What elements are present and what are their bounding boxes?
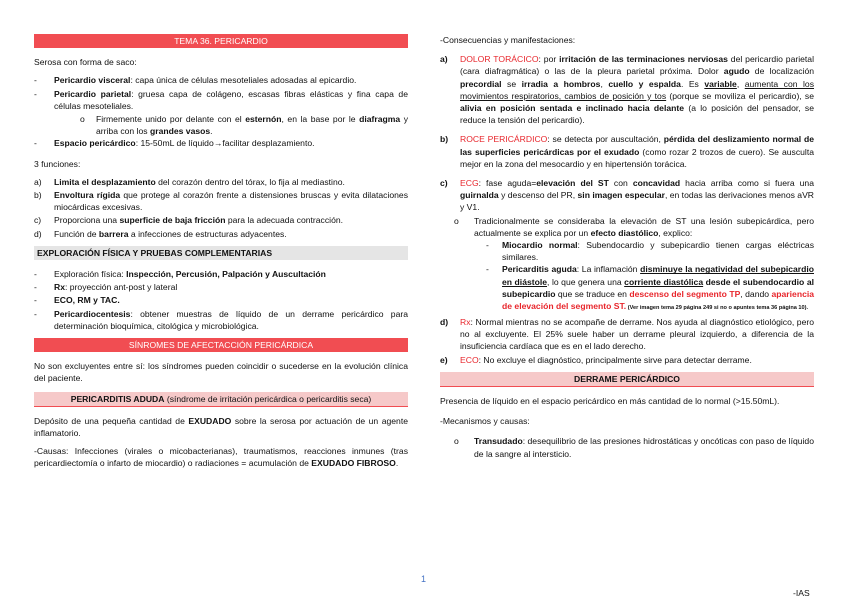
list-subsubitem: - Miocardio normal: Subendocardio y subepicardio tienen cargas eléctricas similares. [486, 240, 815, 263]
list-item-eco: e) ECO: No excluye el diagnóstico, principalmente sirve para detectar derrame. [440, 354, 752, 365]
right-column [440, 34, 814, 460]
pericarditis-definition: Depósito de una pequeña cantidad de EXUDADO sobre la serosa por actuación de un agente inflamatorio. [34, 415, 408, 439]
section-title-pericardio: TEMA 36. PERICARDIO [34, 34, 408, 48]
list-subitem: o Transudado: desequilibrio de las presiones hidrostáticas y oncóticas con paso de líquido de la sangre al intersticio. [454, 436, 814, 459]
list-item-rx: d) Rx: Normal mientras no se acompañe de derrame. Nos ayuda al diagnóstico etiológico, pero no al excluyente. El 25% suele haber un derrame pleural izquierdo, a diferencia de la insuficiencia cardíaca que es en el lado derecho. [440, 317, 814, 352]
section-title-pericarditis: PERICARDITIS ADUDA (síndrome de irritación pericárdica o pericarditis seca) [34, 392, 408, 407]
list-subitem: o Tradicionalmente se consideraba la elevación de ST una lesión subepicárdica, pero actualmente se explica por un efecto diastólico, explico: [454, 215, 814, 238]
section-title-derrame: DERRAME PERICÁRDICO [440, 372, 814, 387]
left-column [34, 34, 408, 476]
section-title-sindromes: SÍNROMES DE AFECTACCIÓN PERICÁRDICA [34, 338, 408, 352]
list-subitem: o Firmemente unido por delante con el esternón, en la base por le diafragma y arriba con los grandes vasos. [80, 114, 408, 137]
list-item-roce: b) ROCE PERICÁRDICO: se detecta por auscultación, pérdida del deslizamiento normal de las superficies pericárdicas por el exudado (como rozar 2 trozos de cuero). Se ausculta mejor en la zona del mesocardio y en hipertensión torácica. [440, 134, 814, 169]
list-item: b) Envoltura rígida que protege al corazón frente a distensiones bruscas y evita dilataciones miocárdicas excesivas. [34, 190, 409, 213]
list-item: a) Limita el desplazamiento del corazón dentro del tórax, lo fija al mediastino. [34, 176, 345, 187]
list-item: - Pericardio visceral: capa única de células mesoteliales adosadas al epicardio. [34, 75, 357, 86]
page-number: 1 [421, 574, 427, 584]
list-item-dolor: a) DOLOR TORÁCICO: por irritación de las terminaciones nerviosas del pericardio parietal (cara diafragmática) o las de la pleura parietal próxima. Dolor agudo de localización precordial se irradia a hombros, cuello y espalda. Es variable, aumenta con los movimientos respiratorios, cambios de posición y tos (porque se moviliza el pericardio), se alivia en posición sentada e inclinado hacia delante (a lo posición del pensador, se reduce la tensión del pericardio). [440, 54, 815, 126]
list-item: - Pericardiocentesis: obtener muestras de líquido de un derrame pericárdico para determinación bioquímica, citológica y microbiológica. [34, 308, 408, 331]
list-item: - Exploración física: Inspección, Percusión, Palpación y Auscultación [34, 269, 326, 280]
list-item: d) Función de barrera a infecciones de estructuras adyacentes. [34, 228, 287, 239]
list-item: - Rx: proyección ant-post y lateral [34, 282, 178, 293]
list-item: - Espacio pericárdico: 15-50mL de líquido→facilitar desplazamiento. [34, 138, 315, 149]
pericarditis-causes: -Causas: Infecciones (virales o micobacterianas), traumatismos, reacciones inmunes (tras pericardiectomía o infarto de miocardio) o radiaciones = acumulación de EXUDADO FIBROSO. [34, 446, 408, 469]
consequences-title: -Consecuencias y manifestaciones: [440, 35, 576, 45]
list-item-ecg: c) ECG: fase aguda=elevación del ST con concavidad hacia arriba como si fuera una guirnalda y descenso del PR, sin imagen especular, en todas las derivaciones menos aVR y V1. [440, 178, 815, 213]
list-subsubitem: - Pericarditis aguda: La inflamación disminuye la negatividad del subepicardio en diástole, lo que genera una corriente diastólica desde el subendocardio al subepicardio que se traduce en descenso del segmento TP, dando apariencia de elevación del segmento ST. (Ver imagen tema 29 página 249 si no o apuntes tema 36 página 10). [486, 264, 815, 312]
list-item: - Pericardio parietal: gruesa capa de colágeno, escasas fibras elásticas y fina capa de células mesoteliales. [34, 88, 408, 111]
footer-initials: -IAS [793, 588, 810, 598]
functions-title: 3 funciones: [34, 158, 81, 169]
list-item: - ECO, RM y TAC. [34, 295, 120, 306]
intro-text: Serosa con forma de saco: [34, 57, 137, 68]
sindromes-text: No son excluyentes entre sí: los síndromes pueden coincidir o sucederse en la evolución clínica del paciente. [34, 361, 408, 384]
section-title-exploracion: EXPLORACIÓN FÍSICA Y PRUEBAS COMPLEMENTARIAS [34, 246, 408, 260]
derrame-text: Presencia de líquido en el espacio pericárdico en más cantidad de lo normal (>15.50mL). [440, 396, 780, 407]
mechanisms-title: -Mecanismos y causas: [440, 416, 530, 427]
list-item: c) Proporciona una superficie de baja fricción para la adecuada contracción. [34, 215, 344, 226]
